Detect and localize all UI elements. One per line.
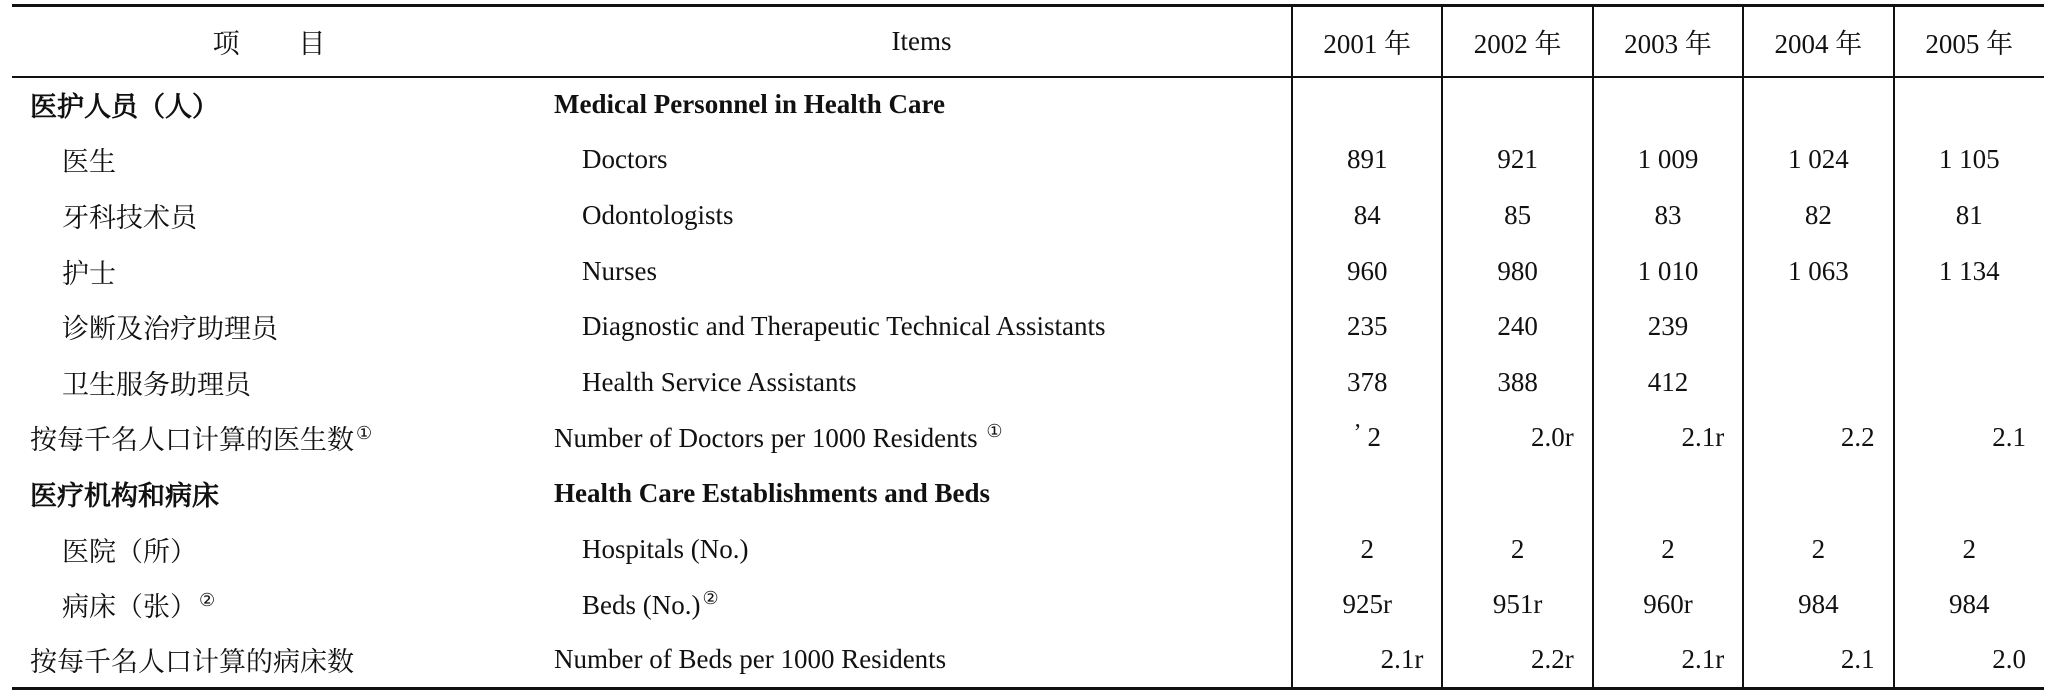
cell-2002 xyxy=(1442,77,1592,133)
cell-2003: 412 xyxy=(1593,354,1743,410)
cell-2001: 235 xyxy=(1292,299,1442,355)
cell-2004: 2.2 xyxy=(1743,410,1893,466)
cell-2005: 1 134 xyxy=(1894,243,2044,299)
cell-2005 xyxy=(1894,354,2044,410)
row-label-en: Medical Personnel in Health Care xyxy=(554,89,945,120)
row-label-en: Number of Doctors per 1000 Residents ① xyxy=(554,421,1003,454)
cell-2001: ’ 2 xyxy=(1292,410,1442,466)
cell-2002: 240 xyxy=(1442,299,1592,355)
row-label-zh: 按每千名人口计算的病床数 xyxy=(12,632,552,688)
cell-2005: 984 xyxy=(1894,577,2044,633)
cell-2005: 2.0 xyxy=(1894,632,2044,688)
row-label-zh: 按每千名人口计算的医生数 ① xyxy=(30,423,373,456)
table-row xyxy=(12,466,2044,522)
row-label-en: Health Care Establishments and Beds xyxy=(554,477,991,508)
cell-2004: 1 024 xyxy=(1743,132,1893,188)
cell-2003: 2.1r xyxy=(1593,632,1743,688)
row-label-zh: 医院（所） xyxy=(62,536,197,567)
cell-2003: 83 xyxy=(1593,188,1743,244)
row-label-en: Nurses xyxy=(582,255,657,286)
health-statistics-table xyxy=(12,4,2044,690)
row-label-zh: 诊断及治疗助理员 xyxy=(62,314,278,345)
cell-2004 xyxy=(1743,77,1893,133)
cell-2002: 2.0r xyxy=(1442,410,1592,466)
table-row xyxy=(12,188,2044,244)
cell-2005 xyxy=(1894,77,2044,133)
header-item-en: Items xyxy=(552,6,1292,77)
header-item-zh: 项 目 xyxy=(12,6,552,77)
header-row xyxy=(12,6,2044,77)
cell-2002: 85 xyxy=(1442,188,1592,244)
cell-2005: 2.1 xyxy=(1894,410,2044,466)
header-year-2005: 2005 年 xyxy=(1894,6,2044,77)
footnote-mark: ① xyxy=(986,421,1003,442)
cell-2003: 1 010 xyxy=(1593,243,1743,299)
footnote-mark: ① xyxy=(356,423,373,444)
row-label-en: Hospitals (No.) xyxy=(582,533,749,564)
cell-2003: 2 xyxy=(1593,521,1743,577)
header-year-2001: 2001 年 xyxy=(1292,6,1442,77)
cell-2001: 891 xyxy=(1292,132,1442,188)
cell-2004: 2 xyxy=(1743,521,1893,577)
cell-2003: 1 009 xyxy=(1593,132,1743,188)
row-label-zh: 护士 xyxy=(62,258,116,289)
cell-2004: 1 063 xyxy=(1743,243,1893,299)
table-row xyxy=(12,577,2044,633)
row-label-en: Diagnostic and Therapeutic Technical Assistants xyxy=(582,311,1106,342)
table-row xyxy=(12,410,2044,466)
cell-2003: 2.1r xyxy=(1593,410,1743,466)
table-row xyxy=(12,132,2044,188)
cell-2001: 2.1r xyxy=(1292,632,1442,688)
header-year-2003: 2003 年 xyxy=(1593,6,1743,77)
cell-2004: 2.1 xyxy=(1743,632,1893,688)
cell-2002: 980 xyxy=(1442,243,1592,299)
cell-2004 xyxy=(1743,466,1893,522)
row-label-en: Odontologists xyxy=(582,199,734,230)
cell-2001: 925r xyxy=(1292,577,1442,633)
stray-mark: ’ xyxy=(1353,420,1362,447)
cell-2001 xyxy=(1292,77,1442,133)
cell-2001: 960 xyxy=(1292,243,1442,299)
cell-2001 xyxy=(1292,466,1442,522)
header-year-2004: 2004 年 xyxy=(1743,6,1893,77)
cell-2005: 2 xyxy=(1894,521,2044,577)
cell-2005 xyxy=(1894,466,2044,522)
cell-2003: 960r xyxy=(1593,577,1743,633)
cell-2002: 388 xyxy=(1442,354,1592,410)
cell-2001: 378 xyxy=(1292,354,1442,410)
table-row xyxy=(12,632,2044,688)
row-label-en: Number of Beds per 1000 Residents xyxy=(552,632,1292,688)
cell-2003 xyxy=(1593,466,1743,522)
cell-2005: 81 xyxy=(1894,188,2044,244)
cell-2005: 1 105 xyxy=(1894,132,2044,188)
header-year-2002: 2002 年 xyxy=(1442,6,1592,77)
cell-2002 xyxy=(1442,466,1592,522)
cell-2005 xyxy=(1894,299,2044,355)
cell-2001: 2 xyxy=(1292,521,1442,577)
table-row xyxy=(12,243,2044,299)
row-label-zh: 医护人员（人） xyxy=(30,92,219,123)
footnote-mark: ② xyxy=(702,588,719,609)
table-row xyxy=(12,354,2044,410)
footnote-mark: ② xyxy=(199,590,216,611)
table-row xyxy=(12,77,2044,133)
cell-2003: 239 xyxy=(1593,299,1743,355)
row-label-zh: 病床（张） ② xyxy=(62,590,216,623)
cell-2004: 82 xyxy=(1743,188,1893,244)
cell-2004 xyxy=(1743,299,1893,355)
cell-2002: 2.2r xyxy=(1442,632,1592,688)
row-label-zh: 医疗机构和病床 xyxy=(30,480,219,511)
row-label-en: Health Service Assistants xyxy=(582,366,857,397)
row-label-en: Beds (No.) ② xyxy=(582,588,719,621)
row-label-zh: 医生 xyxy=(62,147,116,178)
row-label-zh: 牙科技术员 xyxy=(62,202,197,233)
row-label-zh: 卫生服务助理员 xyxy=(62,369,251,400)
table-row xyxy=(12,521,2044,577)
cell-2002: 921 xyxy=(1442,132,1592,188)
row-label-en: Doctors xyxy=(582,144,668,175)
cell-2001: 84 xyxy=(1292,188,1442,244)
cell-2002: 951r xyxy=(1442,577,1592,633)
cell-2004: 984 xyxy=(1743,577,1893,633)
cell-2004 xyxy=(1743,354,1893,410)
table-row xyxy=(12,299,2044,355)
cell-2003 xyxy=(1593,77,1743,133)
cell-2002: 2 xyxy=(1442,521,1592,577)
